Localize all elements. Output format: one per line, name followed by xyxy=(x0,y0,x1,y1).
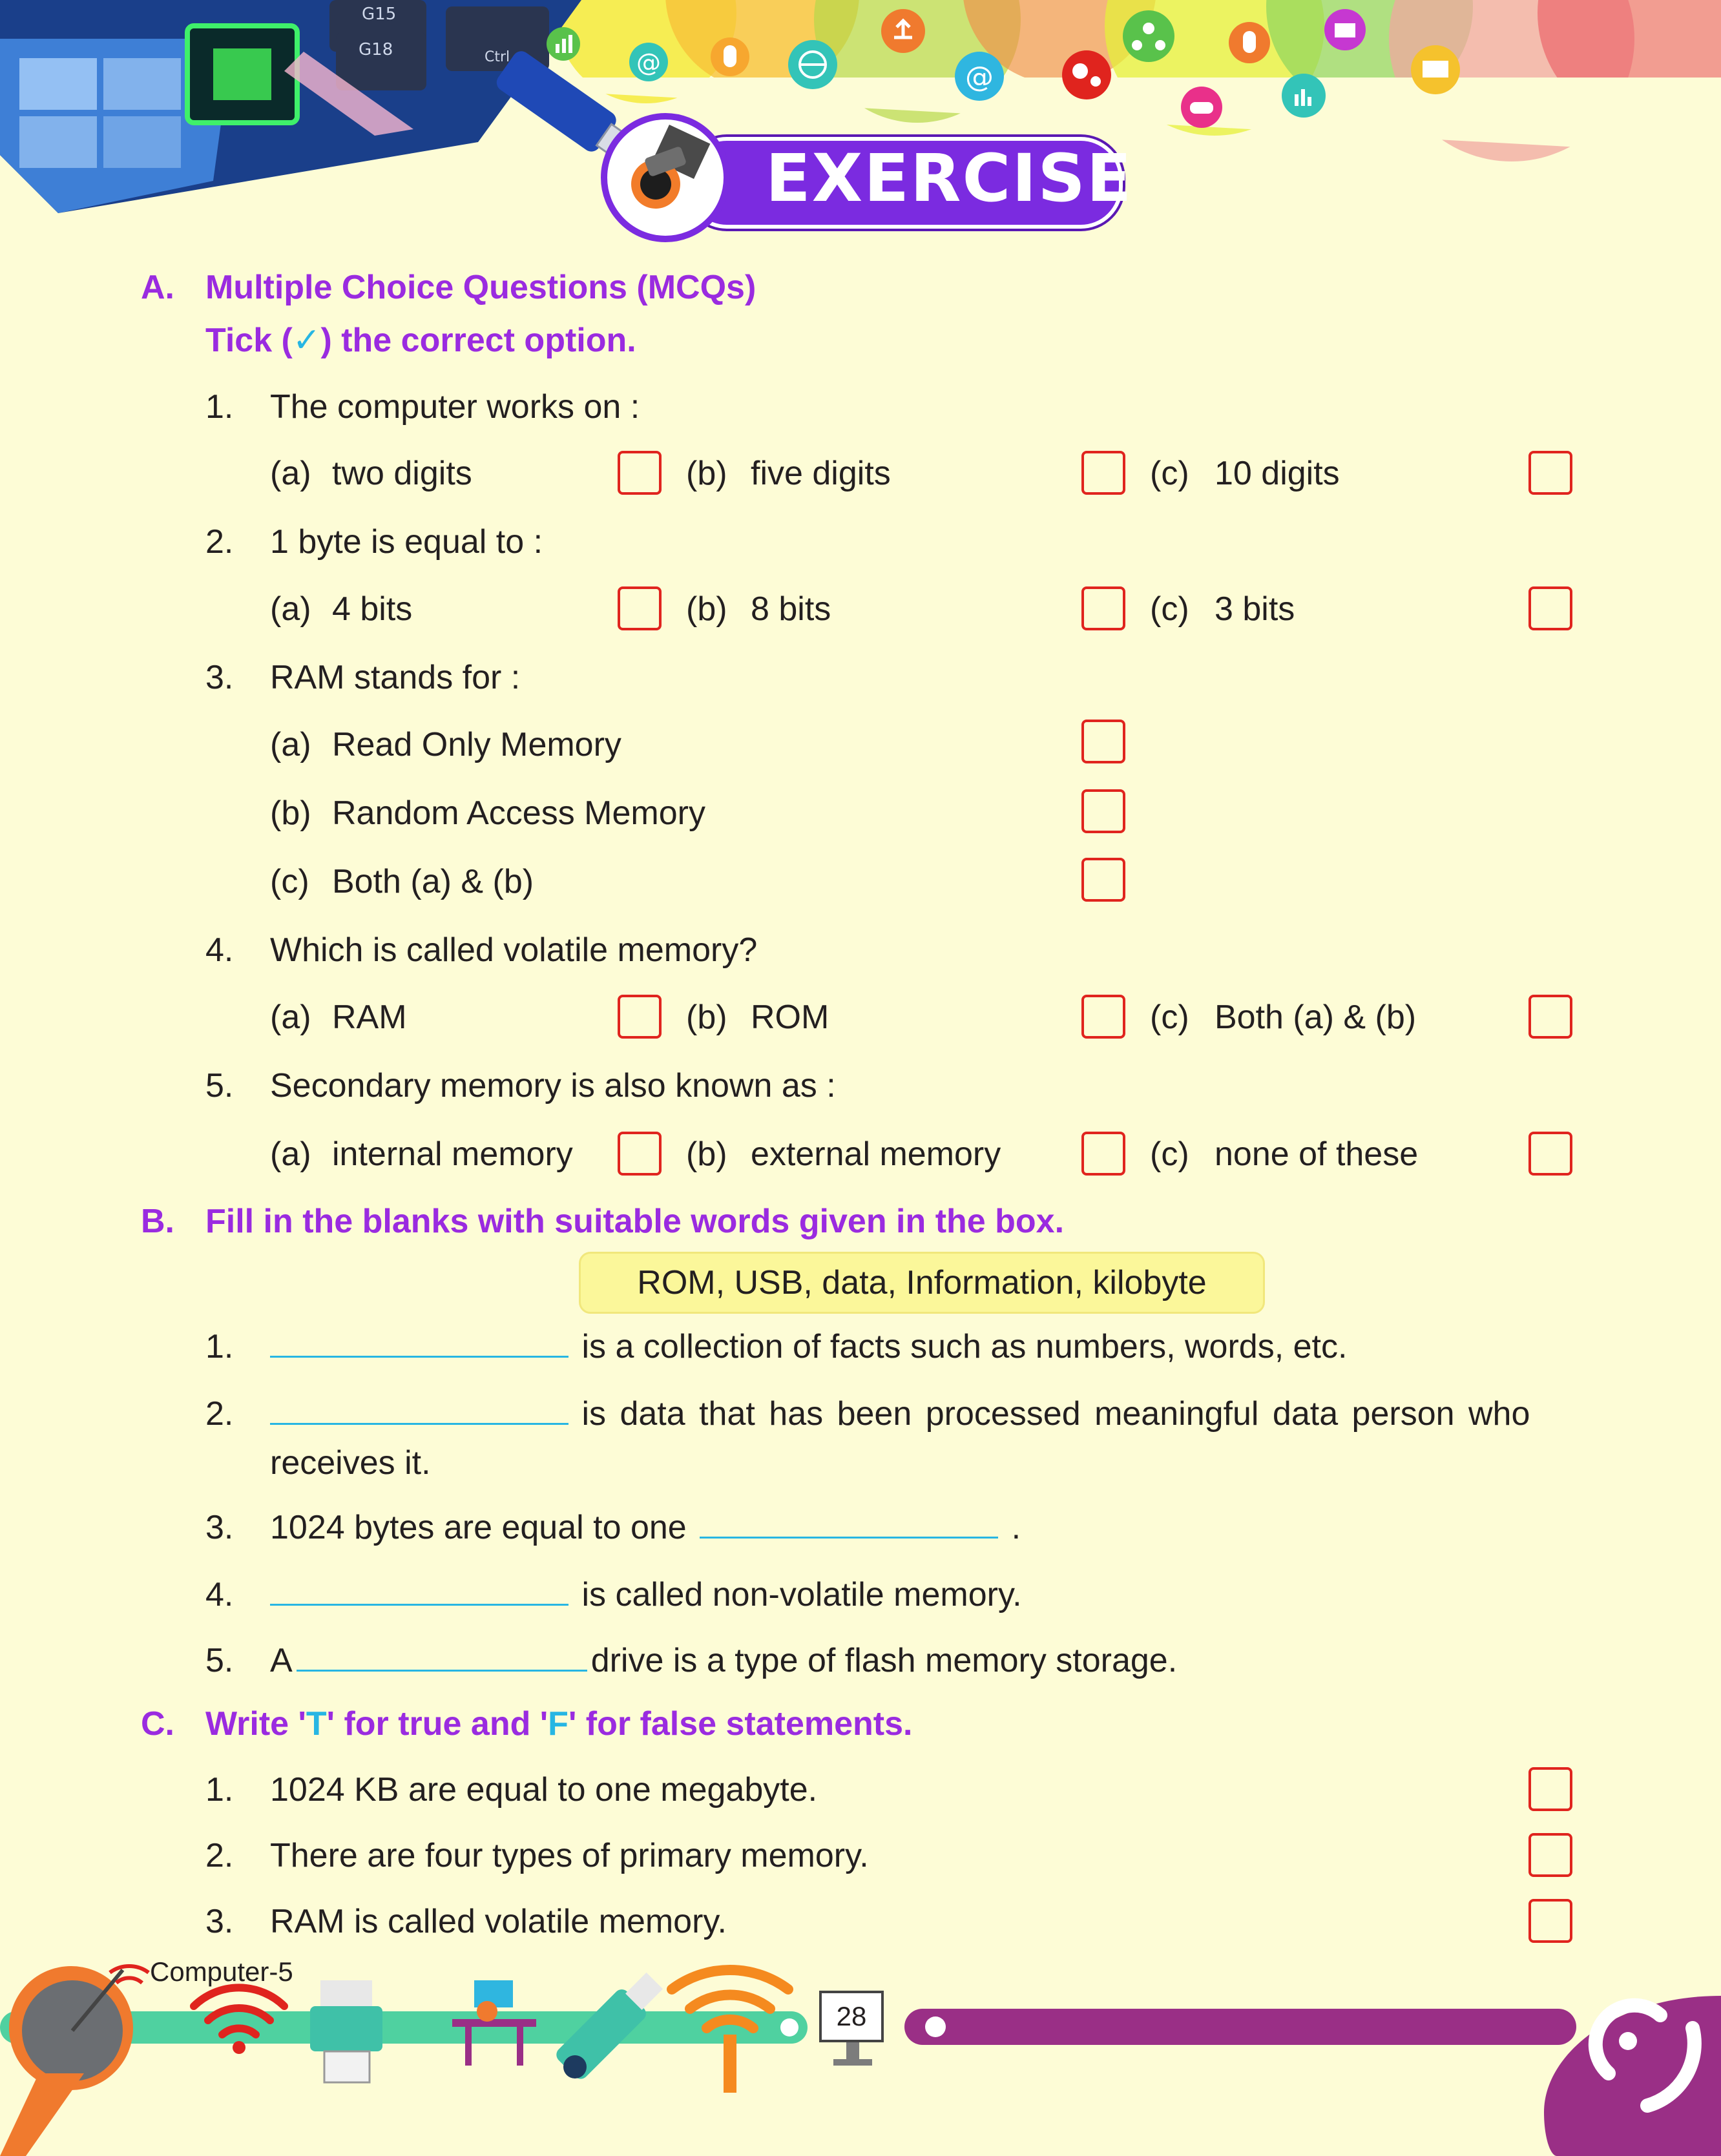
mouse-icon xyxy=(711,37,749,76)
question-text: The computer works on : xyxy=(270,388,640,426)
option-letter: (c) xyxy=(1150,590,1189,628)
page-title: EXERCISE xyxy=(766,140,1133,217)
option-text: 10 digits xyxy=(1215,455,1340,492)
fill-blank-item: is data that has been processed meaningful data person who xyxy=(270,1391,1530,1436)
option-text: ROM xyxy=(751,999,829,1036)
true-false-box[interactable] xyxy=(1528,1767,1572,1811)
question-number: 1. xyxy=(205,1771,234,1809)
question-text: Which is called volatile memory? xyxy=(270,931,758,969)
question-number: 1. xyxy=(205,388,234,426)
option-letter: (a) xyxy=(270,455,311,492)
question-text: RAM stands for : xyxy=(270,659,521,696)
question-text: 1 byte is equal to : xyxy=(270,523,543,561)
desk-computer-icon xyxy=(601,113,730,242)
section-c-title: Write 'T' for true and 'F' for false statements. xyxy=(205,1705,913,1743)
answer-checkbox[interactable] xyxy=(1081,451,1125,495)
option-text: five digits xyxy=(751,455,891,492)
desk-computer-icon xyxy=(452,1980,536,2066)
answer-checkbox[interactable] xyxy=(1528,995,1572,1039)
true-false-box[interactable] xyxy=(1528,1899,1572,1943)
satellite-dish-icon xyxy=(0,1966,133,2156)
network-users-icon xyxy=(1123,10,1174,62)
svg-text:@: @ xyxy=(965,61,994,94)
option-text: Both (a) & (b) xyxy=(1215,999,1417,1036)
blank-answer-line[interactable] xyxy=(700,1511,998,1539)
at-sign-icon xyxy=(955,52,1004,101)
fill-blank-item: is a collection of facts such as numbers, words, etc. xyxy=(270,1324,1347,1369)
option-letter: (b) xyxy=(686,1135,727,1173)
answer-checkbox[interactable] xyxy=(618,1132,662,1176)
statement-text: RAM is called volatile memory. xyxy=(270,1903,727,1940)
mouse-icon xyxy=(1229,22,1270,63)
statement-text: There are four types of primary memory. xyxy=(270,1837,869,1874)
blank-answer-line[interactable] xyxy=(270,1330,568,1358)
option-text: RAM xyxy=(332,999,407,1036)
fill-blank-item: is called non-volatile memory. xyxy=(270,1572,1022,1617)
at-sign-icon xyxy=(629,43,668,81)
page-number: 28 xyxy=(819,1991,884,2042)
section-a-title: Multiple Choice Questions (MCQs) xyxy=(205,269,756,306)
option-text: none of these xyxy=(1215,1135,1419,1173)
answer-checkbox[interactable] xyxy=(1528,451,1572,495)
question-number: 1. xyxy=(205,1328,234,1365)
option-letter: (c) xyxy=(1150,455,1189,492)
answer-checkbox[interactable] xyxy=(1528,1132,1572,1176)
option-letter: (a) xyxy=(270,590,311,628)
answer-checkbox[interactable] xyxy=(618,451,662,495)
answer-checkbox[interactable] xyxy=(1081,789,1125,833)
printer-icon xyxy=(310,1980,382,2082)
option-letter: (b) xyxy=(270,794,311,832)
answer-checkbox[interactable] xyxy=(1528,586,1572,630)
question-number: 5. xyxy=(205,1642,234,1679)
answer-checkbox[interactable] xyxy=(618,995,662,1039)
bar-chart-icon xyxy=(547,27,580,61)
option-text: Read Only Memory xyxy=(332,726,621,763)
circuit-chip-icon xyxy=(187,26,297,123)
question-number: 4. xyxy=(205,931,234,969)
svg-text:@: @ xyxy=(636,48,661,77)
folder-icon xyxy=(1324,9,1366,50)
blank-answer-line[interactable] xyxy=(297,1644,587,1672)
section-c-letter: C. xyxy=(141,1705,174,1743)
game-controller-icon xyxy=(1181,87,1222,128)
option-letter: (a) xyxy=(270,726,311,763)
globe-icon xyxy=(788,40,837,89)
svg-text:Ctrl: Ctrl xyxy=(485,49,510,65)
blank-answer-line[interactable] xyxy=(270,1397,568,1425)
option-letter: (b) xyxy=(686,455,727,492)
fill-blank-item: A drive is a type of flash memory storage. xyxy=(270,1642,1178,1679)
blank-answer-line[interactable] xyxy=(270,1578,568,1606)
option-letter: (c) xyxy=(270,863,309,900)
option-text: 3 bits xyxy=(1215,590,1295,628)
option-letter: (a) xyxy=(270,1135,311,1173)
svg-text:G15: G15 xyxy=(362,5,397,24)
section-a-letter: A. xyxy=(141,269,174,306)
question-number: 3. xyxy=(205,1903,234,1940)
option-letter: (c) xyxy=(1150,1135,1189,1173)
answer-checkbox[interactable] xyxy=(1081,1132,1125,1176)
upload-icon xyxy=(881,9,925,53)
fill-blank-item: 1024 bytes are equal to one . xyxy=(270,1509,1021,1546)
question-number: 3. xyxy=(205,659,234,696)
book-title: Computer-5 xyxy=(150,1956,293,1987)
question-number: 2. xyxy=(205,523,234,561)
section-b-letter: B. xyxy=(141,1203,174,1240)
option-text: external memory xyxy=(751,1135,1001,1173)
answer-checkbox[interactable] xyxy=(1081,858,1125,902)
settings-gears-icon xyxy=(1062,50,1111,99)
option-letter: (a) xyxy=(270,999,311,1036)
bar-chart-icon xyxy=(1282,74,1326,118)
option-text: 8 bits xyxy=(751,590,831,628)
option-letter: (c) xyxy=(1150,999,1189,1036)
word-bank-box: ROM, USB, data, Information, kilobyte xyxy=(579,1252,1265,1314)
svg-text:G18: G18 xyxy=(359,40,393,59)
question-number: 3. xyxy=(205,1509,234,1546)
true-false-box[interactable] xyxy=(1528,1833,1572,1877)
option-text: 4 bits xyxy=(332,590,413,628)
tick-icon: ✓ xyxy=(292,322,321,359)
question-number: 4. xyxy=(205,1576,234,1613)
question-number: 2. xyxy=(205,1837,234,1874)
question-number: 5. xyxy=(205,1067,234,1104)
answer-checkbox[interactable] xyxy=(1081,586,1125,630)
option-text: Both (a) & (b) xyxy=(332,863,534,900)
statement-text: 1024 KB are equal to one megabyte. xyxy=(270,1771,818,1809)
question-text: Secondary memory is also known as : xyxy=(270,1067,836,1104)
section-a-instruction: Tick (✓) the correct option. xyxy=(205,322,636,359)
monitor-icon xyxy=(1411,45,1460,94)
question-number: 2. xyxy=(205,1395,234,1433)
option-text: Random Access Memory xyxy=(332,794,705,832)
option-text: internal memory xyxy=(332,1135,573,1173)
answer-checkbox[interactable] xyxy=(1081,995,1125,1039)
answer-checkbox[interactable] xyxy=(1081,720,1125,763)
option-letter: (b) xyxy=(686,999,727,1036)
option-text: two digits xyxy=(332,455,472,492)
answer-checkbox[interactable] xyxy=(618,586,662,630)
section-b-title: Fill in the blanks with suitable words given in the box. xyxy=(205,1203,1065,1240)
option-letter: (b) xyxy=(686,590,727,628)
fill-blank-continuation: receives it. xyxy=(270,1444,431,1482)
